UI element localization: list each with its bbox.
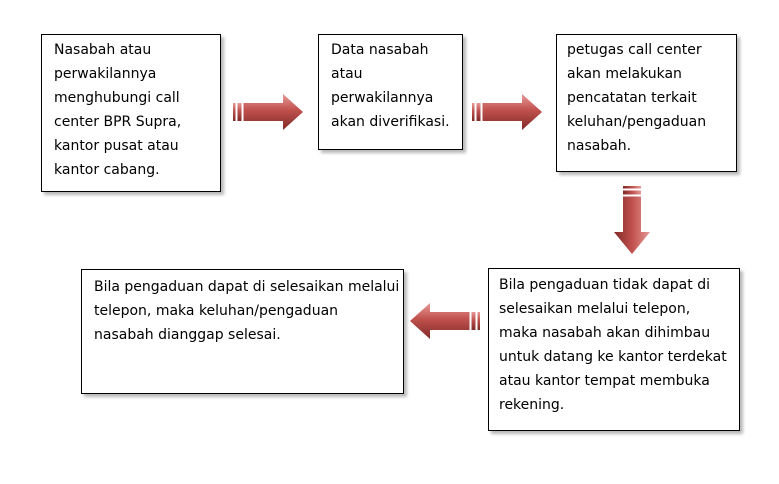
arrow-right-icon — [472, 92, 542, 132]
step-4-text: Bila pengaduan tidak dapat di selesaikan melalui telepon, maka nasabah akan dihimbau untuk datang ke kantor terdekat atau kantor tempat membuka rekening. — [499, 277, 727, 413]
step-2-text: Data nasabah atau perwakilannya akan diverifikasi. — [331, 42, 450, 130]
arrow-left-icon — [410, 301, 480, 341]
step-3-text: petugas call center akan melakukan pencatatan terkait keluhan/pengaduan nasabah. — [567, 42, 707, 154]
step-1-text: Nasabah atau perwakilannya menghubungi call center BPR Supra, kantor pusat atau kantor cabang. — [54, 42, 182, 178]
arrow-right-icon — [233, 92, 303, 132]
step-5-text: Bila pengaduan dapat di selesaikan melalui telepon, maka keluhan/pengaduan nasabah dianggap selesai. — [94, 279, 400, 343]
arrow-down-icon — [612, 186, 652, 254]
